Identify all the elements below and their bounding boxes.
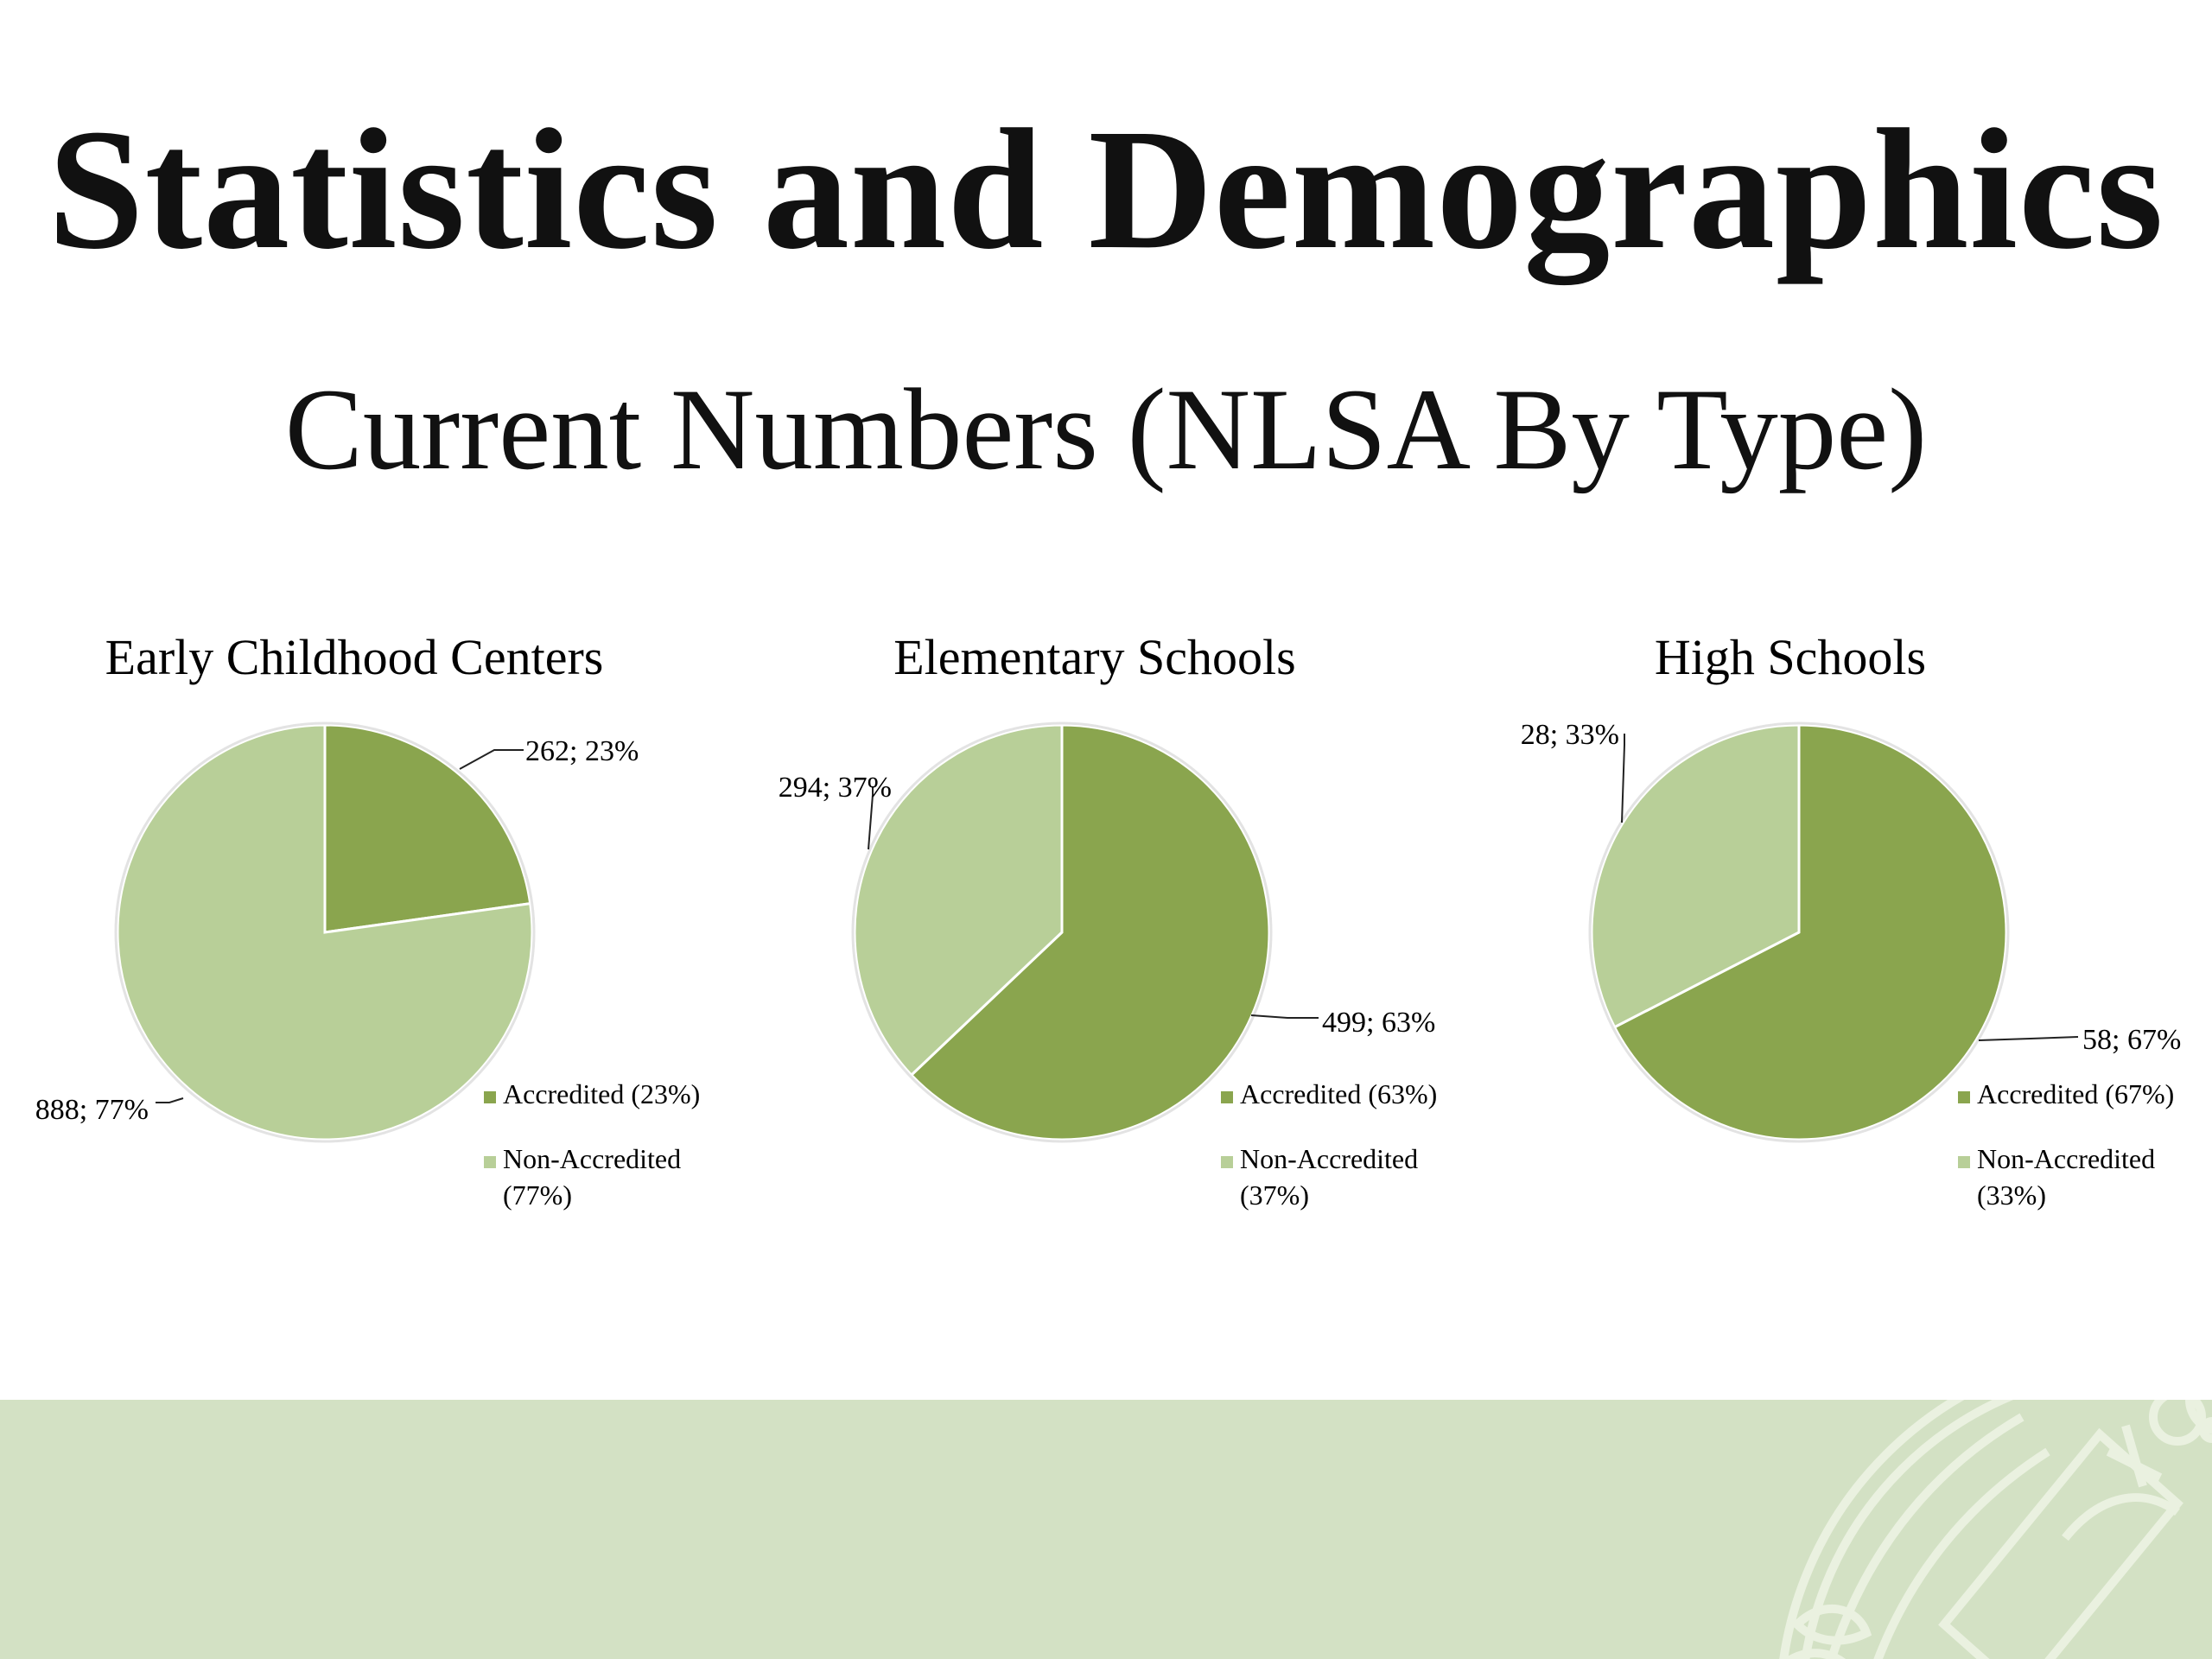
pie-chart (1521, 629, 2182, 1211)
legend-swatch (484, 1091, 496, 1103)
leader-line (156, 1098, 183, 1103)
legend-swatch (1958, 1156, 1970, 1168)
legend-label-continued: (33%) (1977, 1179, 2046, 1211)
legend-swatch (1221, 1156, 1233, 1168)
legend-label: Non-Accredited (503, 1143, 682, 1174)
leader-line (1622, 734, 1624, 823)
chart-title: Elementary Schools (893, 629, 1296, 685)
floral-ornament-icon (1694, 1400, 2212, 1659)
leader-line (1251, 1015, 1319, 1018)
leader-line (1979, 1037, 2078, 1040)
chart-title: Early Childhood Centers (105, 629, 604, 685)
legend-swatch (1958, 1091, 1970, 1103)
data-label: 28; 33% (1520, 719, 1619, 751)
footer-band (0, 1400, 2212, 1659)
legend-label-continued: (77%) (503, 1179, 572, 1211)
pie-chart (779, 629, 1438, 1211)
data-label: 294; 37% (778, 772, 892, 804)
data-label: 499; 63% (1322, 1007, 1436, 1039)
pie-slice-accredited (325, 725, 531, 932)
legend-label: Accredited (63%) (1240, 1078, 1438, 1109)
chart-title: High Schools (1654, 629, 1927, 685)
legend-label: Non-Accredited (1240, 1143, 1419, 1174)
slide-title: Statistics and Demographics (48, 94, 2164, 285)
data-label: 262; 23% (525, 735, 639, 767)
data-label: 888; 77% (35, 1094, 149, 1126)
legend-label-continued: (37%) (1240, 1179, 1309, 1211)
data-label: 58; 67% (2082, 1024, 2182, 1056)
pie-chart (35, 629, 701, 1211)
legend-label: Non-Accredited (1977, 1143, 2156, 1174)
legend-label: Accredited (23%) (503, 1078, 701, 1109)
legend-swatch (484, 1156, 496, 1168)
legend-swatch (1221, 1091, 1233, 1103)
leader-line (460, 750, 524, 769)
slide-subtitle: Current Numbers (NLSA By Type) (284, 365, 1928, 494)
legend-label: Accredited (67%) (1977, 1078, 2175, 1109)
